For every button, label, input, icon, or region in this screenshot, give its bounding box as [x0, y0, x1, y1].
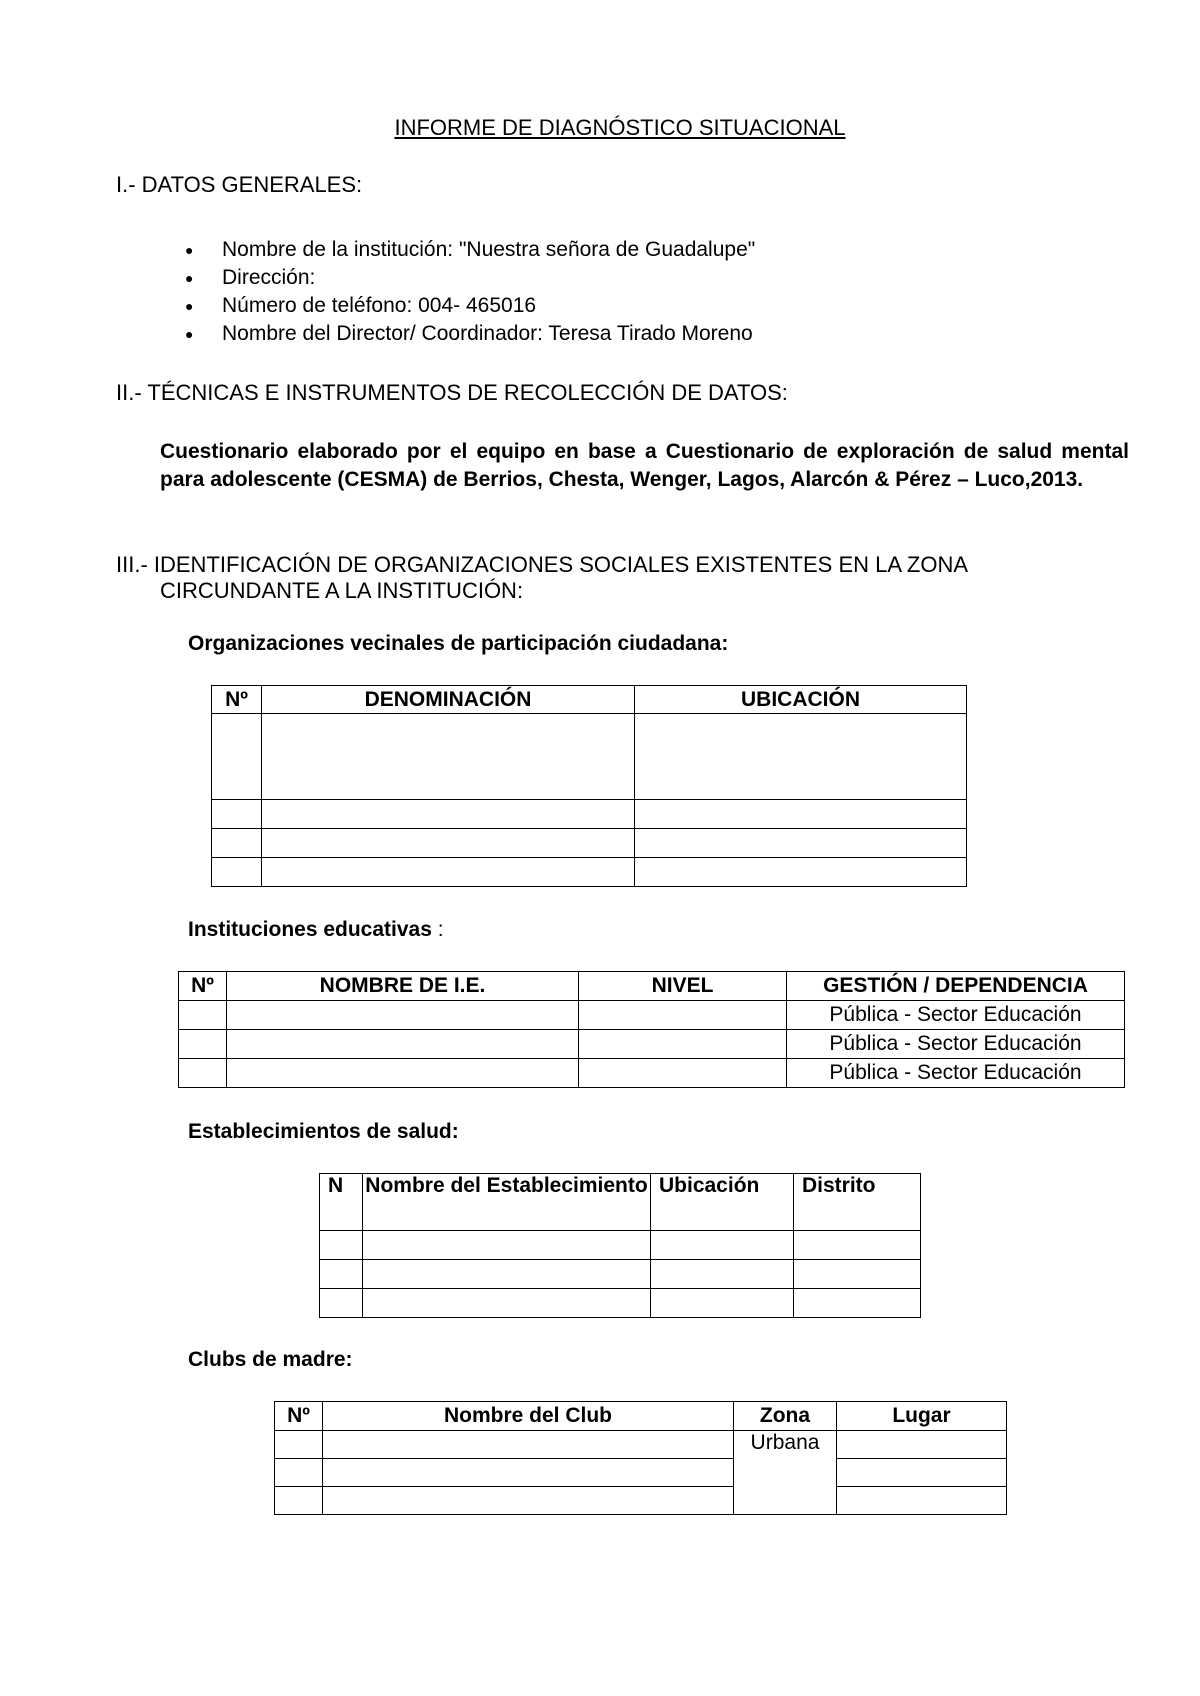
- section3-heading-line1: III.- IDENTIFICACIÓN DE ORGANIZACIONES SOCIALES EXISTENTES EN LA ZONA: [116, 552, 969, 577]
- clubs-table: [274, 1401, 1007, 1515]
- org-vecinales-table: [211, 685, 967, 887]
- list-item: ● Nombre de la institución: "Nuestra señora de Guadalupe": [185, 236, 755, 264]
- table-row: [179, 1001, 1125, 1030]
- list-item: ● Nombre del Director/ Coordinador: Teresa Tirado Moreno: [185, 320, 755, 348]
- table-row: [275, 1459, 1007, 1487]
- zona-cell: Urbana: [734, 1431, 837, 1515]
- section2-heading: II.- TÉCNICAS E INSTRUMENTOS DE RECOLECCIÓN DE DATOS:: [116, 380, 788, 405]
- table-header-row: [179, 972, 1125, 1001]
- table-row: [179, 1059, 1125, 1088]
- section3-heading-line2: CIRCUNDANTE A LA INSTITUCIÓN:: [160, 578, 524, 603]
- col-header: N: [320, 1174, 363, 1231]
- table-header-row: [275, 1402, 1007, 1431]
- table-row: [275, 1431, 1007, 1459]
- col-header: Ubicación: [651, 1174, 794, 1231]
- col-header: NIVEL: [579, 972, 787, 1001]
- table-row: [320, 1289, 921, 1318]
- methods-paragraph: Cuestionario elaborado por el equipo en base a Cuestionario de exploración de salud mental para adolescente (CESMA) de Berrios, Chesta, Wenger, Lagos, Alarcón & Pérez – Luco,2013.: [160, 440, 1129, 491]
- table-row: [212, 858, 967, 887]
- section1-heading: I.- DATOS GENERALES:: [116, 172, 363, 197]
- table-row: [320, 1231, 921, 1260]
- instituciones-label: Instituciones educativas :: [188, 918, 444, 941]
- col-header: DENOMINACIÓN: [262, 686, 635, 714]
- table-row: [275, 1487, 1007, 1515]
- salud-label: Establecimientos de salud:: [188, 1120, 459, 1143]
- col-header: Distrito: [794, 1174, 921, 1231]
- gestion-cell: Pública - Sector Educación: [787, 1059, 1125, 1088]
- table-row: [212, 800, 967, 829]
- section3-heading: [116, 552, 1129, 604]
- table-row: [212, 829, 967, 858]
- col-header: Nº: [212, 686, 262, 714]
- col-header: Nombre del Club: [323, 1402, 734, 1431]
- gestion-cell: Pública - Sector Educación: [787, 1001, 1125, 1030]
- table-row: [179, 1030, 1125, 1059]
- salud-table: [319, 1173, 921, 1318]
- col-header: UBICACIÓN: [635, 686, 967, 714]
- table-header-row: [320, 1174, 921, 1231]
- table-row: [320, 1260, 921, 1289]
- document-title: INFORME DE DIAGNÓSTICO SITUACIONAL: [394, 115, 846, 140]
- general-data-list: [185, 236, 755, 348]
- table-row: [212, 714, 967, 800]
- col-header: Nº: [275, 1402, 323, 1431]
- list-item: ● Dirección:: [185, 264, 755, 292]
- list-item: ● Número de teléfono: 004- 465016: [185, 292, 755, 320]
- org-vecinales-label: Organizaciones vecinales de participación ciudadana:: [188, 632, 729, 655]
- table-header-row: [212, 686, 967, 714]
- col-header: NOMBRE DE I.E.: [227, 972, 579, 1001]
- gestion-cell: Pública - Sector Educación: [787, 1030, 1125, 1059]
- instituciones-table: [178, 971, 1125, 1088]
- col-header: Lugar: [837, 1402, 1007, 1431]
- col-header: Nombre del Establecimiento: [363, 1174, 651, 1231]
- col-header: Zona: [734, 1402, 837, 1431]
- clubs-label: Clubs de madre:: [188, 1348, 353, 1371]
- col-header: GESTIÓN / DEPENDENCIA: [787, 972, 1125, 1001]
- col-header: Nº: [179, 972, 227, 1001]
